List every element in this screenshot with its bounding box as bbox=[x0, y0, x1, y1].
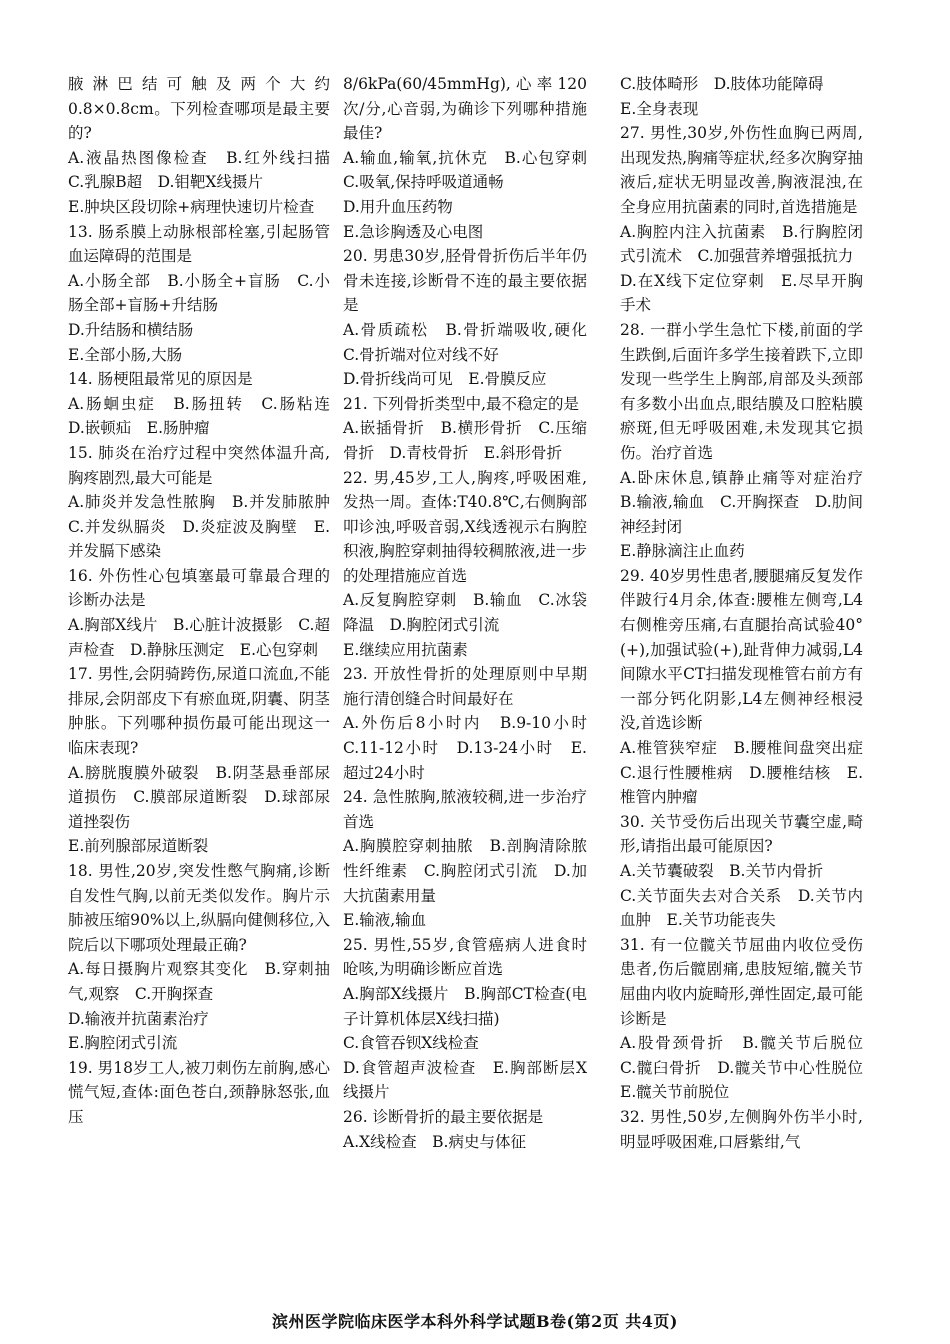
text-line: 29. 40岁男性患者,腰腿痛反复发作伴跛行4月余,体查:腰椎左侧弯,L4右侧椎旁压痛,右直腿抬高试验40°(+),加强试验(+),趾背伸力减弱,L4间隙水平CT扫描发现椎管右前方有一部分钙化阴影,L4左侧神经根浸没,首选诊断 bbox=[620, 566, 863, 733]
text-line: A.膀胱腹膜外破裂 B.阴茎悬垂部尿道损伤 C.膜部尿道断裂 D.球部尿道挫裂伤 bbox=[68, 763, 330, 831]
text-line: 25. 男性,55岁,食管癌病人进食时呛咳,为明确诊断应首选 bbox=[343, 935, 587, 979]
text-line: A.外伤后8小时内 B.9-10小时 C.11-12小时 D.13-24小时 E.超过24小时 bbox=[343, 714, 603, 782]
text-line: 23. 开放性骨折的处理原则中早期施行清创缝合时间最好在 bbox=[343, 665, 587, 708]
text-line: 13. 肠系膜上动脉根部栓塞,引起肠管血运障碍的范围是 bbox=[68, 222, 330, 266]
column-1 bbox=[68, 72, 346, 1130]
text-line: 8/6kPa(60/45mmHg),心率120次/分,心音弱,为确诊下列哪种措施最佳? bbox=[343, 75, 587, 143]
text-line: A.胸腔内注入抗菌素 B.行胸腔闭式引流术 C.加强营养增强抵抗力 bbox=[620, 222, 863, 266]
text-line: C.食管吞钡X线检查 bbox=[343, 1034, 479, 1053]
text-line: D.食管超声波检查 E.胸部断层X线摄片 bbox=[343, 1058, 587, 1102]
text-line: 31. 有一位髋关节屈曲内收位受伤患者,伤后髋剧痛,患肢短缩,髋关节屈曲内收内旋畸形,弹性固定,最可能诊断是 bbox=[620, 935, 863, 1028]
text-line: A.胸部X线摄片 B.胸部CT检查(电子计算机体层X线扫描) bbox=[343, 984, 587, 1028]
text-line: 15. 肺炎在治疗过程中突然体温升高,胸疼剧烈,最大可能是 bbox=[68, 443, 330, 487]
text-line: D.输液并抗菌素治疗 bbox=[68, 1009, 209, 1028]
text-line: 腋淋巴结可触及两个大约0.8×0.8cm。下列检查哪项是最主要的? bbox=[68, 75, 330, 143]
text-line: D.用升血压药物 bbox=[343, 197, 453, 216]
text-line: A.每日摄胸片观察其变化 B.穿刺抽气,观察 C.开胸探查 bbox=[68, 960, 330, 1003]
text-line: E.全身表现 bbox=[620, 99, 699, 118]
text-line: 27. 男性,30岁,外伤性血胸已两周,出现发热,胸痛等症状,经多次胸穿抽液后,症状无明显改善,胸液混浊,在全身应用抗菌素的同时,首选措施是 bbox=[620, 124, 863, 216]
text-line: A.肠蛔虫症 B.肠扭转 C.肠粘连 D.嵌顿疝 E.肠肿瘤 bbox=[68, 394, 346, 438]
text-line: E.输液,输血 bbox=[343, 911, 427, 930]
text-line: A.胸部X线片 B.心脏计波摄影 C.超声检查 D.静脉压测定 E.心包穿刺 bbox=[68, 616, 330, 659]
text-line: 21. 下列骨折类型中,最不稳定的是 bbox=[343, 394, 580, 413]
text-line: 20. 男患30岁,胫骨骨折伤后半年仍骨未连接,诊断骨不连的最主要依据是 bbox=[343, 247, 587, 315]
text-line: A.输血,输氧,抗休克 B.心包穿刺 C.吸氧,保持呼吸道通畅 bbox=[343, 148, 603, 192]
text-line: 28. 一群小学生急忙下楼,前面的学生跌倒,后面许多学生接着跌下,立即发现一些学生上胸部,肩部及头颈部有多数小出血点,眼结膜及口腔粘膜瘀斑,但无呼吸困难,未发现其它损伤。治疗首选 bbox=[620, 320, 863, 462]
text-line: C.肢体畸形 D.肢体功能障碍 bbox=[620, 75, 824, 93]
text-line: A.肺炎并发急性脓胸 B.并发肺脓肿 C.并发纵膈炎 D.炎症波及胸壁 E.并发膈下感染 bbox=[68, 493, 346, 561]
text-line: 16. 外伤性心包填塞最可靠最合理的诊断办法是 bbox=[68, 566, 330, 610]
text-line: A.小肠全部 B.小肠全+盲肠 C.小肠全部+盲肠+升结肠 bbox=[68, 271, 330, 315]
text-line: D.升结肠和横结肠 bbox=[68, 320, 194, 339]
text-line: A.骨质疏松 B.骨折端吸收,硬化 C.骨折端对位对线不好 bbox=[343, 320, 603, 364]
text-line: 19. 男18岁工人,被刀刺伤左前胸,感心慌气短,查体:面色苍白,颈静脉怒张,血压 bbox=[68, 1058, 330, 1126]
text-line: A.反复胸腔穿刺 B.输血 C.冰袋降温 D.胸腔闭式引流 bbox=[343, 591, 587, 635]
text-line: D.在X线下定位穿刺 E.尽早开胸手术 bbox=[620, 271, 863, 315]
column-3 bbox=[620, 72, 879, 1154]
text-line: D.骨折线尚可见 E.骨膜反应 bbox=[343, 370, 547, 389]
text-line: A.股骨颈骨折 B.髋关节后脱位 C.髋臼骨折 D.髋关节中心性脱位 E.髋关节前脱位 bbox=[620, 1034, 879, 1102]
text-line: A.液晶热图像检查 B.红外线扫描 C.乳腺B超 D.钼靶X线摄片 bbox=[68, 148, 346, 192]
text-line: 26. 诊断骨折的最主要依据是 bbox=[343, 1107, 544, 1126]
text-line: A.关节囊破裂 B.关节内骨折 bbox=[620, 862, 823, 880]
text-line: 18. 男性,20岁,突发性憋气胸痛,诊断自发性气胸,以前无类似发作。胸片示肺被压缩90%以上,纵膈向健侧移位,入院后以下哪项处理最正确? bbox=[68, 862, 330, 954]
text-line: A.椎管狭窄症 B.腰椎间盘突出症 C.退行性腰椎病 D.腰椎结核 E.椎管内肿瘤 bbox=[620, 739, 879, 807]
text-line: 30. 关节受伤后出现关节囊空虚,畸形,请指出最可能原因? bbox=[620, 812, 863, 856]
page-footer: 滨州医学院临床医学本科外科学试题B卷(第2页 共4页) bbox=[271, 1312, 678, 1331]
text-line: 22. 男,45岁,工人,胸疼,呼吸困难,发热一周。查体:T40.8℃,右侧胸部叩诊浊,呼吸音弱,X线透视示右胸腔积液,胸腔穿刺抽得较稠脓液,进一步的处理措施应首选 bbox=[343, 468, 587, 585]
text-line: A.胸膜腔穿刺抽脓 B.剖胸清除脓性纤维素 C.胸腔闭式引流 D.加大抗菌素用量 bbox=[343, 837, 587, 905]
text-line: 14. 肠梗阻最常见的原因是 bbox=[68, 370, 253, 389]
text-line: E.急诊胸透及心电图 bbox=[343, 222, 484, 241]
text-line: E.静脉滴注止血药 bbox=[620, 542, 745, 561]
text-line: 24. 急性脓胸,脓液较稠,进一步治疗首选 bbox=[343, 788, 587, 831]
text-line: 32. 男性,50岁,左侧胸外伤半小时,明显呼吸困难,口唇紫绀,气 bbox=[620, 1107, 863, 1151]
text-line: E.全部小肠,大肠 bbox=[68, 345, 183, 364]
text-line: A.嵌插骨折 B.横形骨折 C.压缩骨折 D.青枝骨折 E.斜形骨折 bbox=[343, 419, 587, 462]
text-line: E.前列腺部尿道断裂 bbox=[68, 837, 209, 856]
text-line: A.卧床休息,镇静止痛等对症治疗 B.输液,输血 C.开胸探查 D.肋间神经封闭 bbox=[620, 468, 879, 536]
text-line: E.继续应用抗菌素 bbox=[343, 640, 468, 659]
text-line: E.肿块区段切除+病理快速切片检查 bbox=[68, 197, 315, 216]
text-line: A.X线检查 B.病史与体征 bbox=[343, 1132, 526, 1151]
text-line: E.胸腔闭式引流 bbox=[68, 1034, 178, 1053]
column-2 bbox=[343, 72, 603, 1154]
text-line: 17. 男性,会阴骑跨伤,尿道口流血,不能排尿,会阴部皮下有瘀血斑,阴囊、阴茎肿胀。下列哪种损伤最可能出现这一临床表现? bbox=[68, 665, 330, 758]
text-line: C.关节面失去对合关系 D.关节内血肿 E.关节功能丧失 bbox=[620, 886, 863, 930]
